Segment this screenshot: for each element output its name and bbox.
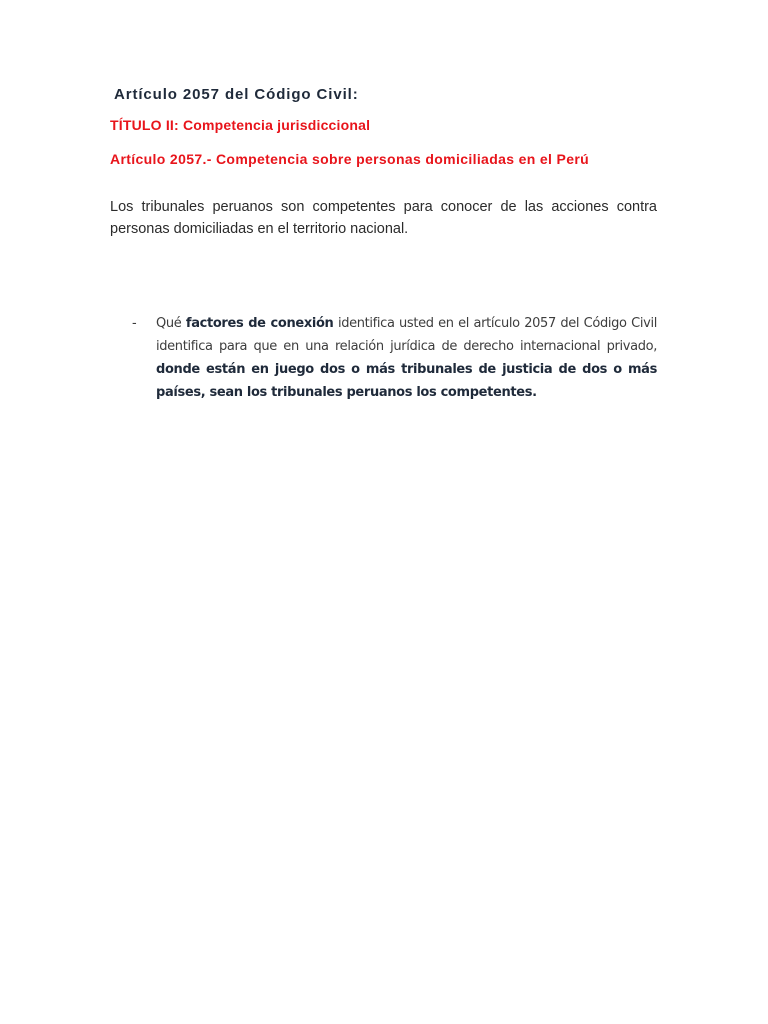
bullet-bold-connection-factors: factores de conexión (185, 316, 334, 331)
title-section-heading: TÍTULO II: Competencia jurisdiccional (110, 117, 371, 133)
document-heading: Artículo 2057 del Código Civil: (114, 86, 359, 103)
article-heading: Artículo 2057.- Competencia sobre personas domiciliadas en el Perú (110, 151, 590, 167)
bullet-text-part1: Qué (156, 316, 186, 331)
question-bullet-text (156, 312, 657, 404)
bullet-marker: - (132, 314, 137, 330)
bullet-text-part2: identifica usted en el artículo 2057 del Código Civil identifica para que en una relación jurídica de derecho internacional privado, (156, 316, 657, 354)
bullet-bold-tribunals: donde están en juego dos o más tribunales de justicia de dos o más países, sean los tribunales peruanos los competentes. (156, 362, 657, 400)
article-body-text: Los tribunales peruanos son competentes para conocer de las acciones contra personas domiciliadas en el territorio nacional. (110, 199, 657, 237)
